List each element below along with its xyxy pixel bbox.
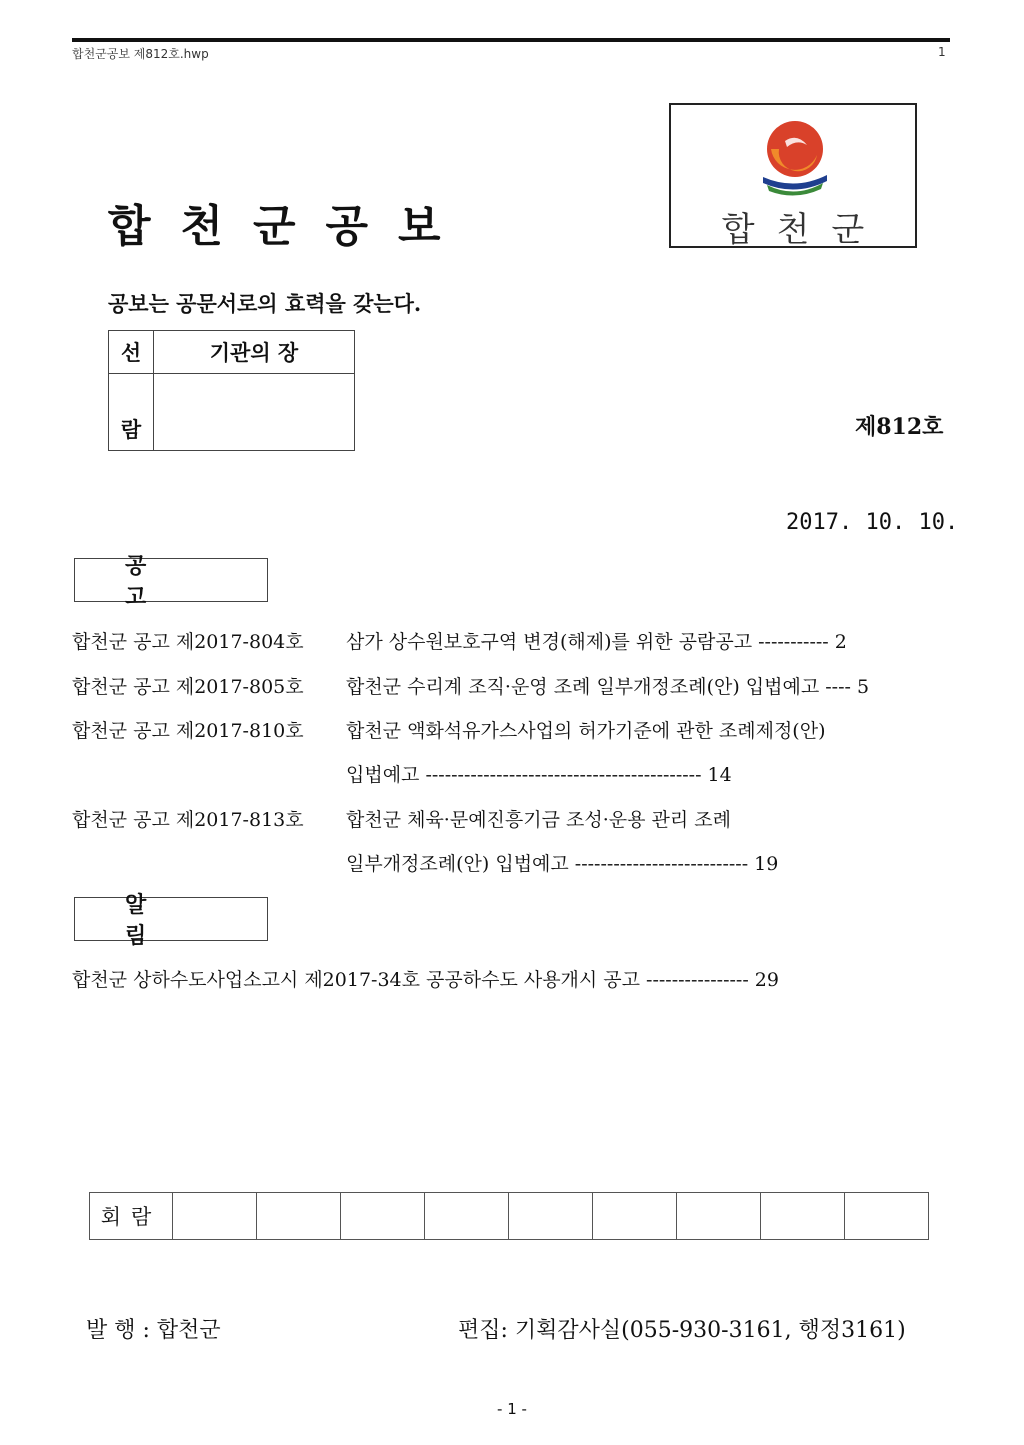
announcement-item[interactable]: 합천군 상하수도사업소고시 제2017-34호 공공하수도 사용개시 공고 ---------------- 29 [72, 969, 779, 991]
notice-number: 합천군 공고 제2017-805호 [72, 676, 304, 698]
county-logo [669, 103, 917, 248]
page-footer-number: - 1 - [497, 1400, 527, 1418]
issue-number: 제812호 [855, 414, 944, 440]
notices-section-heading: 공고 [74, 558, 268, 602]
header-rule [72, 38, 950, 42]
circulation-cell [173, 1193, 257, 1240]
circulation-cell [509, 1193, 593, 1240]
review-label-top: 선 [109, 331, 154, 374]
circulation-label: 회람 [90, 1193, 173, 1240]
review-head: 기관의 장 [154, 331, 355, 374]
motto: 공보는 공문서로의 효력을 갖는다. [108, 291, 422, 316]
circulation-cell [677, 1193, 761, 1240]
review-table [108, 330, 355, 451]
circulation-cell [845, 1193, 929, 1240]
notice-title-continued[interactable]: 입법예고 ------------------------------------------- 14 [346, 764, 732, 786]
notice-number: 합천군 공고 제2017-804호 [72, 631, 304, 653]
circulation-cell [341, 1193, 425, 1240]
circulation-cell [761, 1193, 845, 1240]
header-filename: 합천군공보 제812호.hwp [72, 47, 209, 61]
review-label-bottom: 람 [109, 374, 154, 451]
circulation-cell [257, 1193, 341, 1240]
circulation-cell [593, 1193, 677, 1240]
notice-title[interactable]: 합천군 체육·문예진흥기금 조성·운용 관리 조례 [346, 809, 731, 831]
notice-number: 합천군 공고 제2017-813호 [72, 809, 304, 831]
circulation-cell [425, 1193, 509, 1240]
notice-title[interactable]: 합천군 액화석유가스사업의 허가기준에 관한 조례제정(안) [346, 720, 826, 742]
review-signature-cell [154, 374, 355, 451]
notice-title[interactable]: 합천군 수리계 조직·운영 조례 일부개정조례(안) 입법예고 ---- 5 [346, 676, 870, 698]
notice-number: 합천군 공고 제2017-810호 [72, 720, 304, 742]
notice-title[interactable]: 삼가 상수원보호구역 변경(해제)를 위한 공람공고 ----------- 2 [346, 631, 847, 653]
page-title: 합천군공보 [108, 201, 471, 252]
announcements-section-heading: 알림 [74, 897, 268, 941]
notice-title-continued[interactable]: 일부개정조례(안) 입법예고 --------------------------- 19 [346, 853, 779, 875]
header-page-number: 1 [938, 45, 946, 59]
circulation-table [89, 1192, 929, 1240]
editor-contact: 편집: 기획감사실(055-930-3161, 행정3161) [458, 1318, 906, 1343]
publisher: 발 행 : 합천군 [86, 1318, 221, 1343]
logo-name: 합천군 [721, 210, 887, 250]
issue-date: 2017. 10. 10. [786, 510, 959, 535]
county-emblem-icon [757, 119, 833, 199]
